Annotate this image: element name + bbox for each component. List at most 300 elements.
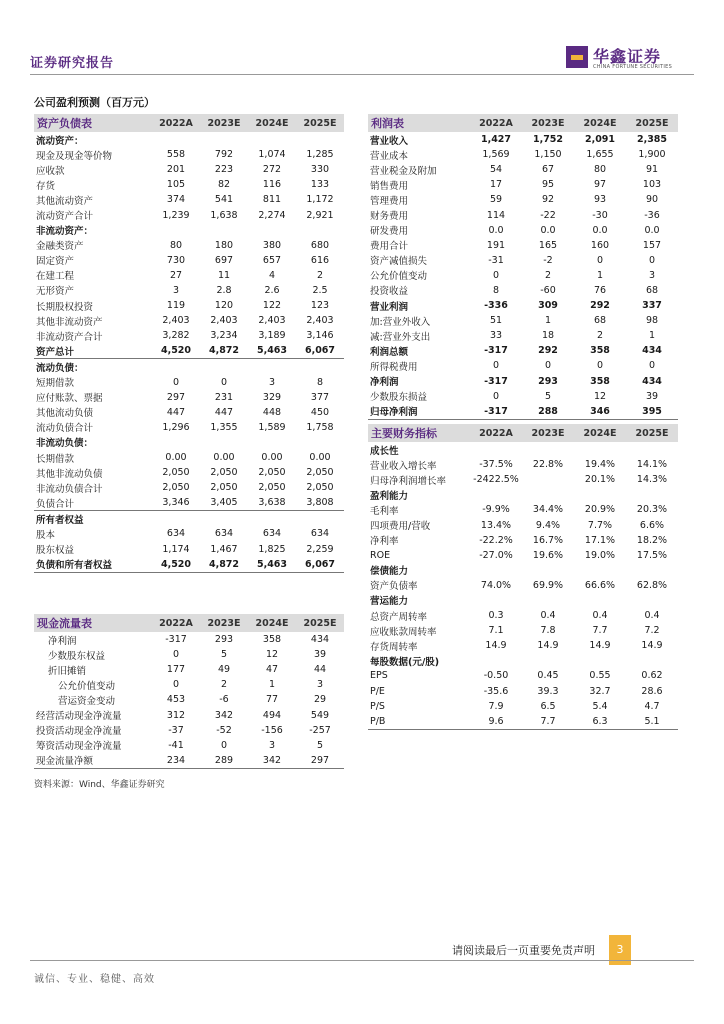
- cell-value: 2,091: [584, 134, 616, 146]
- row-label: 存货周转率: [370, 641, 418, 653]
- cell-value: 0.00: [165, 452, 187, 464]
- cell-value: 49: [217, 664, 231, 676]
- table-row: [368, 283, 678, 298]
- cell-value: 792: [214, 149, 234, 161]
- cell-value: 28.6: [641, 685, 663, 697]
- row-label: 毛利率: [370, 505, 399, 517]
- row-label: 无形资产: [36, 286, 75, 298]
- cell-value: 2,050: [162, 467, 190, 479]
- logo-mark-icon: [566, 46, 588, 68]
- row-label: 所得税费用: [370, 361, 418, 373]
- cell-value: 2,050: [258, 482, 286, 494]
- cell-value: 157: [642, 239, 662, 251]
- table-row: [368, 487, 678, 502]
- cell-value: [522, 653, 574, 668]
- cell-value: 223: [214, 164, 234, 176]
- table-row: [368, 548, 678, 563]
- cell-value: 5: [316, 739, 324, 751]
- year-header: 2022A: [470, 114, 522, 132]
- cell-value: 3,405: [200, 495, 248, 511]
- cell-value: 13.4%: [480, 519, 512, 531]
- cell-value: 0.45: [537, 670, 559, 682]
- cell-value: 0: [172, 649, 180, 661]
- cell-value: 0: [492, 269, 500, 281]
- row-label: 经营活动现金净流量: [36, 711, 122, 723]
- cell-value: [522, 472, 574, 487]
- table-header-row: [368, 424, 678, 442]
- cell-value: 234: [152, 753, 200, 769]
- cell-value: 2.6: [264, 284, 280, 296]
- row-label: 现金流量净额: [34, 753, 152, 769]
- table-row: [34, 207, 344, 222]
- cell-value: 39: [313, 649, 327, 661]
- table-row: [34, 511, 344, 527]
- cell-value: 8: [492, 284, 500, 296]
- cell-value: 0: [492, 360, 500, 372]
- year-header: 2024E: [574, 114, 626, 132]
- row-label: 现金及现金等价物: [36, 150, 113, 162]
- cell-value: 20.1%: [584, 474, 616, 486]
- cell-value: [296, 132, 344, 147]
- cell-value: 17.1%: [584, 534, 616, 546]
- row-label: P/S: [370, 700, 385, 712]
- cell-value: 1,589: [258, 421, 286, 433]
- cell-value: 377: [310, 391, 330, 403]
- cell-value: 634: [310, 528, 330, 540]
- cell-value: 293: [214, 634, 234, 646]
- cell-value: 1,239: [162, 209, 190, 221]
- cell-value: 342: [214, 709, 234, 721]
- cell-value: 5: [544, 390, 552, 402]
- table-row: [34, 162, 344, 177]
- cell-value: 2,050: [306, 482, 334, 494]
- table-row: [34, 495, 344, 511]
- cell-value: [574, 653, 626, 668]
- table-row: [368, 668, 678, 683]
- cell-value: 293: [538, 375, 558, 387]
- cell-value: 6,067: [296, 557, 344, 573]
- cell-value: -30: [592, 209, 608, 221]
- row-label: 销售费用: [370, 180, 409, 192]
- cell-value: 14.9: [485, 640, 507, 652]
- table-row: [34, 223, 344, 238]
- cell-value: 69.9%: [532, 579, 564, 591]
- table-row: [368, 623, 678, 638]
- cell-value: 3: [648, 269, 656, 281]
- cell-value: 160: [590, 239, 610, 251]
- row-label: 营业成本: [370, 150, 409, 162]
- cell-value: 5.4: [592, 700, 608, 712]
- row-label: 非流动负债：: [36, 438, 94, 450]
- cell-value: 19.6%: [532, 549, 564, 561]
- cell-value: 0: [596, 254, 604, 266]
- cell-value: 103: [642, 179, 662, 191]
- table-row: [34, 405, 344, 420]
- cell-value: [248, 435, 296, 450]
- cell-value: 91: [645, 164, 659, 176]
- financial-indicators-table: [368, 424, 678, 730]
- table-row: [34, 480, 344, 495]
- row-label: 投资收益: [370, 286, 409, 298]
- cell-value: 297: [166, 391, 186, 403]
- cell-value: 133: [310, 179, 330, 191]
- table-row: [34, 647, 344, 662]
- cell-value: 1,825: [258, 543, 286, 555]
- row-label: EPS: [370, 670, 388, 682]
- cell-value: 7.7: [522, 714, 574, 730]
- row-label: 盈利能力: [370, 490, 409, 502]
- row-label: 费用合计: [370, 241, 409, 253]
- cell-value: 2,050: [162, 482, 190, 494]
- table-row: [368, 313, 678, 328]
- cell-value: 34.4%: [532, 504, 564, 516]
- cell-value: 12: [265, 649, 279, 661]
- table-title: 资产负债表: [34, 114, 152, 132]
- cell-value: [296, 435, 344, 450]
- cell-value: 2,274: [258, 209, 286, 221]
- cell-value: 1,758: [306, 421, 334, 433]
- row-label: 应收账款周转率: [370, 626, 437, 638]
- cell-value: 3,189: [258, 330, 286, 342]
- year-header: 2022A: [470, 424, 522, 442]
- table-row: [368, 714, 678, 730]
- cell-value: 17: [489, 179, 503, 191]
- page-number: 3: [609, 935, 631, 965]
- cell-value: -317: [484, 345, 508, 357]
- cell-value: 7.9: [488, 700, 504, 712]
- cell-value: 0.3: [488, 610, 504, 622]
- cell-value: 2,050: [258, 467, 286, 479]
- cell-value: 0: [220, 376, 228, 388]
- cell-value: 0: [172, 376, 180, 388]
- cell-value: 47: [265, 664, 279, 676]
- row-label: 公允价值变动: [58, 680, 116, 692]
- table-title: 利润表: [368, 114, 470, 132]
- cell-value: 95: [541, 179, 555, 191]
- cell-value: 5.1: [626, 714, 678, 730]
- cell-value: 180: [214, 239, 234, 251]
- cell-value: 541: [214, 194, 234, 206]
- cell-value: 77: [265, 694, 279, 706]
- cell-value: 3,234: [210, 330, 238, 342]
- row-label: 股本: [36, 529, 56, 541]
- cell-value: -52: [216, 724, 232, 736]
- cell-value: [296, 511, 344, 527]
- table-row: [368, 374, 678, 389]
- cell-value: 51: [489, 315, 503, 327]
- cell-value: -6: [219, 694, 229, 706]
- cell-value: 59: [489, 194, 503, 206]
- cell-value: 380: [262, 239, 282, 251]
- cell-value: 62.8%: [636, 579, 668, 591]
- cell-value: 0: [492, 390, 500, 402]
- table-row: [368, 457, 678, 472]
- year-header: 2023E: [200, 114, 248, 132]
- cell-value: 6.5: [540, 700, 556, 712]
- table-row: [368, 358, 678, 373]
- row-label: 其他流动负债: [36, 408, 94, 420]
- cell-value: 6.6%: [639, 519, 665, 531]
- cell-value: 3,638: [248, 495, 296, 511]
- cell-value: -257: [309, 724, 331, 736]
- cell-value: 14.1%: [636, 459, 668, 471]
- cell-value: 0: [648, 360, 656, 372]
- year-header: 2023E: [522, 424, 574, 442]
- cell-value: 9.4%: [535, 519, 561, 531]
- cell-value: 2,259: [306, 543, 334, 555]
- row-label: 营运资金变动: [58, 695, 116, 707]
- table-row: [368, 177, 678, 192]
- table-row: [34, 723, 344, 738]
- cell-value: [470, 442, 522, 457]
- cell-value: -31: [488, 254, 504, 266]
- cell-value: [470, 487, 522, 502]
- table-row: [368, 502, 678, 517]
- cell-value: 6.3: [574, 714, 626, 730]
- row-label: 资产负债率: [370, 581, 418, 593]
- row-label: 应收款: [36, 165, 65, 177]
- cell-value: 39.3: [537, 685, 559, 697]
- cell-value: 0.0: [644, 224, 660, 236]
- cell-value: 0.4: [540, 610, 556, 622]
- row-label: 营业收入增长率: [370, 460, 437, 472]
- table-row: [34, 435, 344, 450]
- table-row: [34, 738, 344, 753]
- row-label: P/E: [370, 685, 385, 697]
- cell-value: [626, 487, 678, 502]
- row-label: 少数股东权益: [48, 650, 106, 662]
- year-header: 2022A: [152, 114, 200, 132]
- cell-value: 201: [166, 164, 186, 176]
- cell-value: 2,921: [306, 209, 334, 221]
- cell-value: 0: [172, 679, 180, 691]
- cell-value: 0.4: [592, 610, 608, 622]
- row-label: 负债合计: [34, 495, 152, 511]
- cell-value: [522, 487, 574, 502]
- cell-value: 191: [486, 239, 506, 251]
- table-row: [34, 677, 344, 692]
- cell-value: [200, 511, 248, 527]
- row-label: 偿债能力: [370, 566, 409, 578]
- company-slogan: 诚信、专业、稳健、高效: [34, 974, 155, 985]
- cell-value: 374: [166, 194, 186, 206]
- cell-value: 33: [489, 330, 503, 342]
- row-label: 股东权益: [36, 545, 75, 557]
- cell-value: [152, 132, 200, 147]
- cell-value: 447: [214, 406, 234, 418]
- cell-value: 4,872: [200, 557, 248, 573]
- cell-value: [470, 593, 522, 608]
- cell-value: 20.3%: [636, 504, 668, 516]
- row-label: 应付账款、票据: [36, 393, 103, 405]
- table-row: [368, 638, 678, 653]
- cell-value: 0.00: [261, 452, 283, 464]
- table-row: [368, 253, 678, 268]
- row-label: 非流动负债合计: [36, 483, 103, 495]
- row-label: 折旧摊销: [48, 665, 87, 677]
- cell-value: 494: [262, 709, 282, 721]
- logo-name: 华鑫证券: [593, 47, 662, 66]
- table-row: [34, 450, 344, 465]
- row-label: 营运能力: [370, 596, 409, 608]
- cell-value: -27.0%: [479, 549, 513, 561]
- cell-value: 5,463: [248, 343, 296, 359]
- cell-value: 297: [296, 753, 344, 769]
- year-header: 2025E: [626, 424, 678, 442]
- table-row: [34, 420, 344, 435]
- cell-value: [152, 511, 200, 527]
- table-row: [368, 563, 678, 578]
- cell-value: 114: [486, 209, 506, 221]
- cell-value: 616: [310, 254, 330, 266]
- cell-value: 312: [166, 709, 186, 721]
- cell-value: 272: [262, 164, 282, 176]
- cell-value: [152, 435, 200, 450]
- row-label: 净利润: [370, 377, 399, 389]
- cell-value: 453: [166, 694, 186, 706]
- cell-value: 1,427: [480, 134, 512, 146]
- cell-value: -22.2%: [479, 534, 513, 546]
- cell-value: -156: [261, 724, 283, 736]
- cell-value: [248, 359, 296, 375]
- year-header: 2023E: [522, 114, 574, 132]
- cell-value: 1: [268, 679, 276, 691]
- cell-value: 19.0%: [584, 549, 616, 561]
- cell-value: 2: [596, 330, 604, 342]
- row-label: 归母净利润增长率: [370, 475, 447, 487]
- cell-value: [574, 563, 626, 578]
- row-label: 固定资产: [36, 256, 75, 268]
- table-row: [368, 684, 678, 699]
- cell-value: [248, 132, 296, 147]
- cell-value: 7.7%: [587, 519, 613, 531]
- cell-value: [626, 653, 678, 668]
- cell-value: 7.2: [644, 625, 660, 637]
- cell-value: 450: [310, 406, 330, 418]
- cell-value: 2,050: [210, 482, 238, 494]
- cell-value: 68: [593, 315, 607, 327]
- header-divider: [30, 74, 694, 75]
- year-header: 2023E: [200, 614, 248, 632]
- cell-value: 1,638: [210, 209, 238, 221]
- cell-value: 80: [593, 164, 607, 176]
- cell-value: 39: [645, 390, 659, 402]
- cell-value: 177: [166, 664, 186, 676]
- row-label: 筹资活动现金净流量: [36, 741, 122, 753]
- cell-value: 2,403: [306, 315, 334, 327]
- cell-value: 288: [522, 404, 574, 420]
- row-label: 少数股东损益: [370, 392, 428, 404]
- cell-value: 292: [538, 345, 558, 357]
- table-row: [368, 442, 678, 457]
- cell-value: 54: [489, 164, 503, 176]
- cell-value: [248, 223, 296, 238]
- cell-value: 44: [313, 664, 327, 676]
- cell-value: [296, 223, 344, 238]
- company-logo: [566, 44, 724, 72]
- cell-value: -2422.5%: [473, 474, 519, 486]
- table-row: [34, 465, 344, 480]
- row-label: 非流动资产合计: [36, 331, 103, 343]
- table-row: [368, 404, 678, 420]
- cell-value: 434: [310, 634, 330, 646]
- row-label: 净利润: [48, 635, 77, 647]
- balance-sheet-table: [34, 114, 344, 573]
- row-label: 总资产周转率: [370, 611, 428, 623]
- cell-value: 0.00: [213, 452, 235, 464]
- table-row: [34, 253, 344, 268]
- cell-value: 6,067: [296, 343, 344, 359]
- row-label: 短期借款: [36, 378, 75, 390]
- cell-value: 123: [310, 300, 330, 312]
- cell-value: 18: [541, 330, 555, 342]
- cell-value: 22.8%: [532, 459, 564, 471]
- cell-value: -0.50: [483, 670, 509, 682]
- table-row: [34, 542, 344, 557]
- table-row: [34, 343, 344, 359]
- row-label: 存货: [36, 180, 56, 192]
- cell-value: 7.8: [540, 625, 556, 637]
- cell-value: 0: [544, 360, 552, 372]
- cell-value: 0: [220, 739, 228, 751]
- cell-value: 2,403: [210, 315, 238, 327]
- row-label: 其他流动资产: [36, 195, 94, 207]
- cell-value: 337: [642, 300, 662, 312]
- row-label: 非流动资产：: [36, 226, 94, 238]
- cell-value: 1,285: [306, 149, 334, 161]
- table-row: [34, 557, 344, 573]
- cell-value: 2.8: [216, 284, 232, 296]
- year-header: 2025E: [296, 114, 344, 132]
- cell-value: 74.0%: [480, 579, 512, 591]
- row-label: 流动负债合计: [36, 423, 94, 435]
- year-header: 2024E: [248, 614, 296, 632]
- cell-value: 98: [645, 315, 659, 327]
- row-label: 资产总计: [34, 343, 152, 359]
- table-header-row: [34, 614, 344, 632]
- cell-value: 3,282: [162, 330, 190, 342]
- row-label: 在建工程: [36, 271, 75, 283]
- cell-value: 4: [268, 269, 276, 281]
- cell-value: 1,174: [162, 543, 190, 555]
- cell-value: 105: [166, 179, 186, 191]
- row-label: 加:营业外收入: [370, 316, 431, 328]
- cell-value: 1,467: [210, 543, 238, 555]
- disclaimer-link[interactable]: 请阅读最后一页重要免责声明: [452, 944, 595, 957]
- table-row: [34, 692, 344, 707]
- cell-value: 3: [268, 376, 276, 388]
- cell-value: -37: [168, 724, 184, 736]
- cell-value: 1,355: [210, 421, 238, 433]
- cell-value: 0.00: [309, 452, 331, 464]
- cell-value: [574, 593, 626, 608]
- cell-value: 18.2%: [636, 534, 668, 546]
- row-label: 所有者权益: [36, 514, 84, 526]
- cell-value: 4,520: [152, 343, 200, 359]
- cell-value: 9.6: [470, 714, 522, 730]
- row-label: 流动负债：: [36, 362, 84, 374]
- cell-value: 0.0: [540, 224, 556, 236]
- cell-value: [522, 442, 574, 457]
- table-row: [34, 632, 344, 647]
- cell-value: [200, 359, 248, 375]
- cell-value: 3: [172, 284, 180, 296]
- cell-value: 165: [538, 239, 558, 251]
- cell-value: 434: [642, 345, 662, 357]
- cell-value: [152, 359, 200, 375]
- cell-value: 80: [169, 239, 183, 251]
- cell-value: [626, 442, 678, 457]
